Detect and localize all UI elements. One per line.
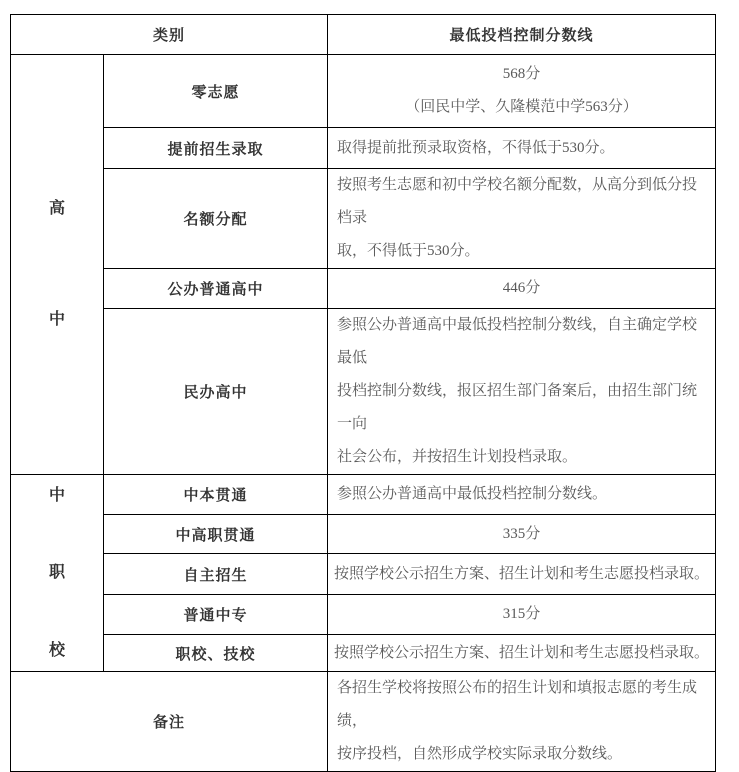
value-cell: [328, 128, 716, 169]
remarks-label-cell: 备注: [11, 672, 328, 772]
value-cell: [328, 595, 716, 635]
category-cell-early-admission: 提前招生录取: [104, 128, 328, 169]
table-row: [11, 309, 716, 475]
table-row: [11, 169, 716, 269]
table-row: [11, 554, 716, 595]
category-cell-zhonggaozhi: 中高职贯通: [104, 515, 328, 554]
value-cell: [328, 169, 716, 269]
value-line: 取，不得低于530分。: [337, 243, 480, 259]
table-row: [11, 55, 716, 128]
group-char: 中: [48, 486, 65, 504]
value-line: 按照考生志愿和初中学校名额分配数，从高分到低分投档录: [337, 177, 698, 226]
header-category-cell: 类别: [11, 15, 328, 55]
value-line: 参照公办普通高中最低投档控制分数线，自主确定学校最低: [337, 317, 698, 366]
group-cell-high-school: [11, 55, 104, 475]
score-line-table: [10, 14, 716, 772]
group-char: 校: [48, 641, 65, 659]
group-char: 高: [48, 199, 65, 217]
table-row: [11, 515, 716, 554]
value-line: 各招生学校将按照公布的招生计划和填报志愿的考生成绩，: [337, 680, 698, 729]
value-cell: [328, 55, 716, 128]
category-cell-zero-zhiyuan: 零志愿: [104, 55, 328, 128]
header-score-line-cell: 最低投档控制分数线: [328, 15, 716, 55]
group-label-high-school: [11, 107, 103, 422]
value-cell: [328, 635, 716, 672]
group-label-vocational-school: [11, 476, 103, 671]
header-row: [11, 15, 716, 55]
group-cell-vocational-school: [11, 475, 104, 672]
value-cell: [328, 269, 716, 309]
category-cell-private-high-school: 民办高中: [104, 309, 328, 475]
value-line: 568分: [502, 66, 541, 82]
category-cell-public-high-school: 公办普通高中: [104, 269, 328, 309]
table-row: [11, 595, 716, 635]
value-line: 按照学校公示招生方案、招生计划和考生志愿投档录取。: [334, 565, 710, 582]
category-cell-secondary-school: 普通中专: [104, 595, 328, 635]
group-char: 中: [48, 311, 65, 329]
value-line: 按序投档，自然形成学校实际录取分数线。: [337, 746, 623, 762]
value-line: 参照公办普通高中最低投档控制分数线。: [337, 486, 608, 502]
group-char: 职: [48, 564, 65, 581]
category-cell-independent-admission: 自主招生: [104, 554, 328, 595]
value-cell: [328, 475, 716, 515]
category-cell-vocational-technical: 职校、技校: [104, 635, 328, 672]
value-cell: [328, 515, 716, 554]
value-line: 315分: [502, 606, 541, 622]
value-line: 取得提前批预录取资格，不得低于530分。: [337, 139, 615, 156]
value-line: 投档控制分数线，报区招生部门备案后，由招生部门统一向: [337, 383, 698, 432]
table-row: [11, 475, 716, 515]
value-line: 446分: [502, 280, 541, 296]
value-line: 335分: [502, 525, 541, 542]
value-line: 按照学校公示招生方案、招生计划和考生志愿投档录取。: [334, 644, 710, 661]
value-line: （回民中学、久隆模范中学563分）: [405, 99, 638, 115]
category-cell-zhongben: 中本贯通: [104, 475, 328, 515]
table-row: [11, 128, 716, 169]
value-cell: [328, 309, 716, 475]
footer-row: [11, 672, 716, 772]
table-row: [11, 269, 716, 309]
value-cell: [328, 554, 716, 595]
table-row: [11, 635, 716, 672]
remarks-value-cell: [328, 672, 716, 772]
value-line: 社会公布，并按招生计划投档录取。: [337, 449, 578, 465]
category-cell-quota-allocation: 名额分配: [104, 169, 328, 269]
